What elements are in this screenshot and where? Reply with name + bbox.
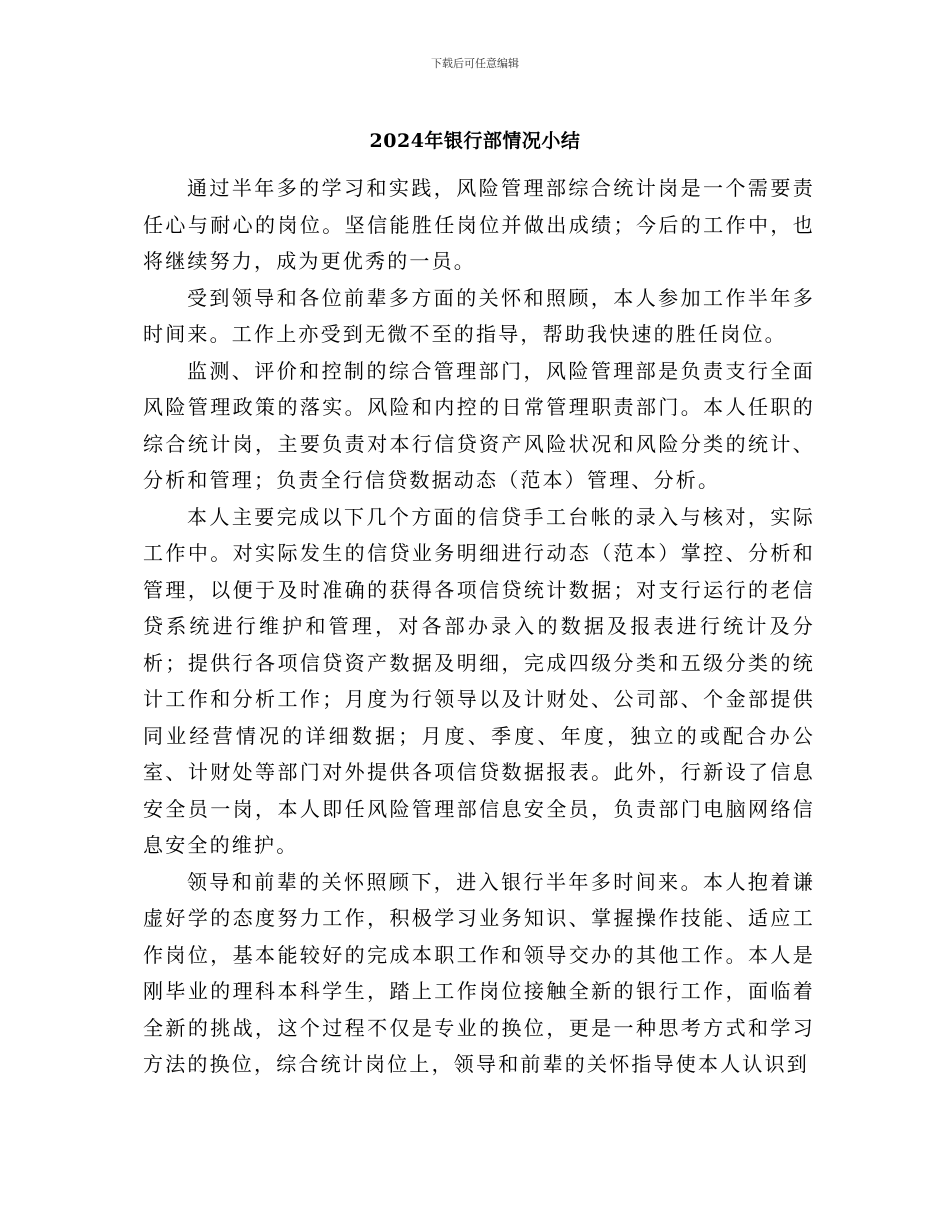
document-title: 2024年银行部情况小结 (369, 130, 581, 152)
paragraph-5: 领导和前辈的关怀照顾下，进入银行半年多时间来。本人抱着谦虚好学的态度努力工作，积极学习业务知识、掌握操作技能、适应工作岗位，基本能较好的完成本职工作和领导交办的其他工作。本人是刚毕业的理科本科学生，踏上工作岗位接触全新的银行工作，面临着全新的挑战，这个过程不仅是专业的换位，更是一种思考方式和学习方法的换位，综合统计岗位上，领导和前辈的关怀指导使本人认识到 (143, 869, 815, 1076)
header-note: 下载后可任意编辑 (431, 57, 519, 70)
paragraph-3: 监测、评价和控制的综合管理部门，风险管理部是负责支行全面风险管理政策的落实。风险和内控的日常管理职责部门。本人任职的综合统计岗，主要负责对本行信贷资产风险状况和风险分类的统计、分析和管理；负责全行信贷数据动态（范本）管理、分析。 (143, 358, 815, 492)
paragraph-4: 本人主要完成以下几个方面的信贷手工台帐的录入与核对，实际工作中。对实际发生的信贷业务明细进行动态（范本）掌控、分析和管理，以便于及时准确的获得各项信贷统计数据；对支行运行的老信贷系统进行维护和管理，对各部办录入的数据及报表进行统计及分析；提供行各项信贷资产数据及明细，完成四级分类和五级分类的统计工作和分析工作；月度为行领导以及计财处、公司部、个金部提供同业经营情况的详细数据；月度、季度、年度，独立的或配合办公室、计财处等部门对外提供各项信贷数据报表。此外，行新设了信息安全员一岗，本人即任风险管理部信息安全员，负责部门电脑网络信息安全的维护。 (143, 504, 815, 857)
paragraph-2: 受到领导和各位前辈多方面的关怀和照顾，本人参加工作半年多时间来。工作上亦受到无微不至的指导，帮助我快速的胜任岗位。 (143, 285, 815, 346)
paragraph-1: 通过半年多的学习和实践，风险管理部综合统计岗是一个需要责任心与耐心的岗位。坚信能胜任岗位并做出成绩；今后的工作中，也将继续努力，成为更优秀的一员。 (143, 176, 815, 273)
document-body (143, 170, 815, 1083)
